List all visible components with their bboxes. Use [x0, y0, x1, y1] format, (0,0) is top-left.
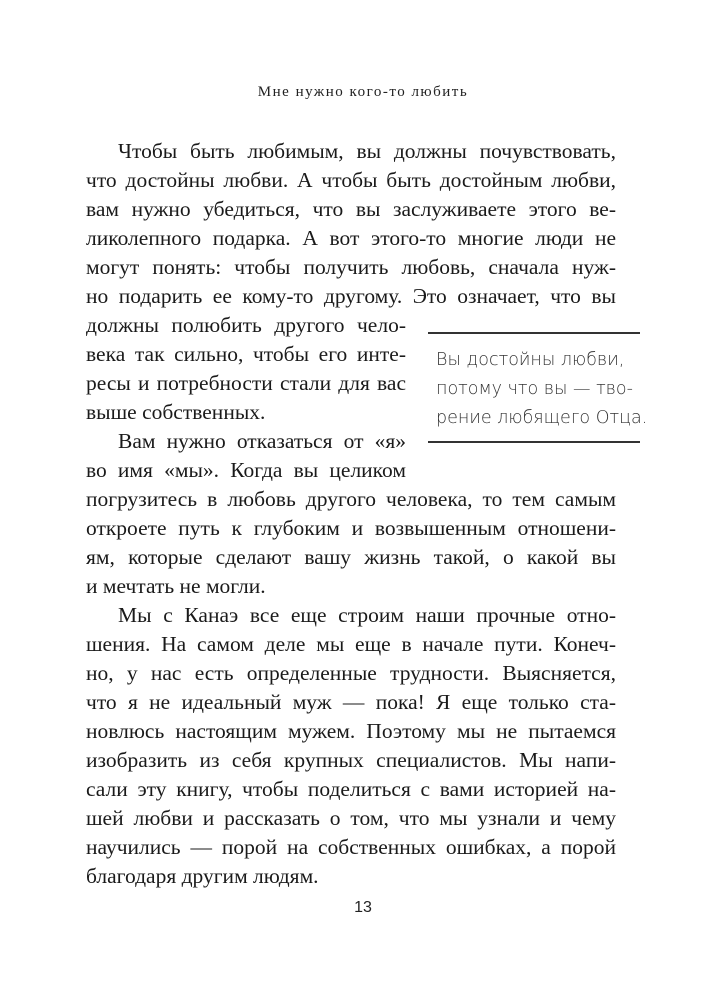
- text-line: века так сильно, чтобы его инте-: [86, 342, 406, 366]
- text-line: Чтобы быть любимым, вы должны почувствовать,: [118, 139, 616, 163]
- running-title: Мне нужно кого-то любить: [257, 84, 469, 100]
- text-line: выше собственных.: [86, 400, 266, 424]
- text-line: погрузитесь в любовь другого человека, то тем самым: [86, 487, 616, 511]
- pull-quote-line: потому что вы — тво-: [436, 379, 633, 399]
- text-line: что я не идеальный муж — пока! Я еще только ста-: [86, 690, 616, 714]
- text-line: шей любви и рассказать о том, что мы узнали и чему: [86, 806, 616, 830]
- text-line: откроете путь к глубоким и возвышенным отношени-: [86, 516, 616, 540]
- text-line: ям, которые сделают вашу жизнь такой, о какой вы: [86, 545, 616, 569]
- text-line: изобразить из себя крупных специалистов. Мы напи-: [86, 748, 616, 772]
- text-line: но подарить ее кому-то другому. Это означает, что вы: [86, 284, 616, 308]
- pull-quote: [428, 332, 648, 443]
- text-line: что достойны любви. А чтобы быть достойным любви,: [86, 168, 616, 192]
- text-line: сали эту книгу, чтобы поделиться с вами историей на-: [86, 777, 616, 801]
- pull-quote-line: рение любящего Отца.: [436, 408, 648, 428]
- text-line: ликолепного подарка. А вот этого-то многие люди не: [86, 226, 616, 250]
- text-line: но, у нас есть определенные трудности. Выясняется,: [86, 661, 616, 685]
- text-line: во имя «мы». Когда вы целиком: [86, 458, 406, 482]
- text-line: научились — порой на собственных ошибках, а порой: [86, 835, 616, 859]
- text-line: и мечтать не могли.: [86, 574, 266, 598]
- text-line: ресы и потребности стали для вас: [86, 371, 406, 395]
- text-line: шения. На самом деле мы еще в начале пути. Конеч-: [86, 632, 616, 656]
- text-line: новлюсь настоящим мужем. Поэтому мы не пытаемся: [86, 719, 616, 743]
- text-line: вам нужно убедиться, что вы заслуживаете этого ве-: [86, 197, 616, 221]
- text-line: могут понять: чтобы получить любовь, сначала нуж-: [86, 255, 616, 279]
- pull-quote-line: Вы достойны любви,: [436, 350, 625, 370]
- text-line: должны полюбить другого чело-: [86, 313, 406, 337]
- page-number: 13: [354, 899, 372, 916]
- text-line: Вам нужно отказаться от «я»: [118, 429, 406, 453]
- text-line: благодаря другим людям.: [86, 864, 319, 888]
- text-line: Мы с Канаэ все еще строим наши прочные отно-: [118, 603, 616, 627]
